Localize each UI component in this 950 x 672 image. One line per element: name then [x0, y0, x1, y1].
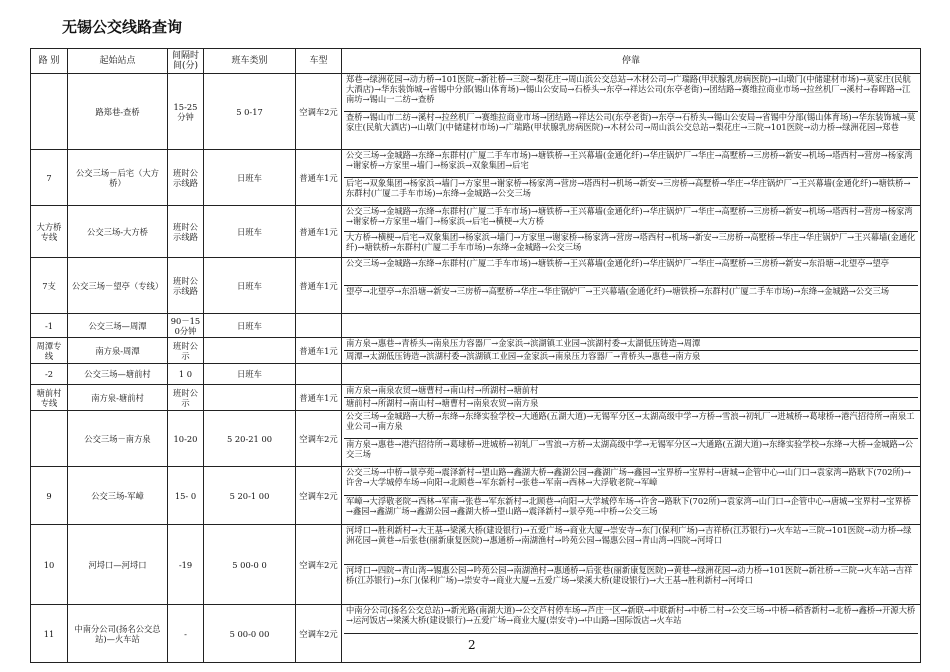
interval-cell: 班时公示线路: [168, 150, 204, 206]
table-row: [31, 525, 921, 605]
page-title: 无锡公交线路查询: [62, 18, 183, 36]
route-cell: 11: [31, 605, 68, 663]
interval-cell: -: [168, 605, 204, 663]
route-cell: 7: [31, 150, 68, 206]
stops-cell: [342, 411, 921, 467]
terminals-cell: 河埒口—河埒口: [68, 525, 168, 605]
stop-sequence: 塘前村→所湖村→南山村→塘曹村→南泉农贸→南方泉: [346, 398, 539, 408]
stop-sequence: 郑巷→绿洲花园→动力桥→101医院→新社桥→三院→梨花庄→周山浜公交总站→木材公司→广瑞路(甲状腺乳房病医院)→山墩门(中储建材市场)→莫家庄(民航大酒店)→华东装饰城→省锡中分部(锡山体育场)→锡山公安局→石桥头→东亭→祥达公司(东亭老街)→团结路→赛维拉商业市场→拉丝机厂→溪村→春晖路→江南坊→锡山一二纺→查桥: [344, 74, 918, 112]
stop-sequence: [344, 634, 918, 662]
terminals-cell: 中南分公司(扬名公交总站)—火车站: [68, 605, 168, 663]
stop-sequence: 公交三场→中桥→景亭苑→震泽新村→望山路→鑫湖大桥→鑫湖公园→鑫湖广场→鑫园→宝界桥→宝界村→唐城→企管中心→山门口→袁家湾→路耿下(702所)→许舍→大学城停车场→向阳→北顾巷→军东新村→张巷→军南→西林→大浮敬老院→军嶂: [344, 467, 918, 496]
category-cell: 日班车: [204, 150, 296, 206]
vehicle-cell: 空调车2元: [296, 411, 342, 467]
table-row: [31, 74, 921, 150]
stop-sequence: 周潭→太湖低压铸造→滨湖村委→滨湖镇工业园→金家浜→南泉压力容器厂→青桥头→惠巷→南方泉: [346, 351, 701, 361]
stops-cell: [342, 314, 921, 338]
category-cell: 5 00-0 0: [204, 525, 296, 605]
route-cell: -1: [31, 314, 68, 338]
vehicle-cell: 普通车1元: [296, 258, 342, 314]
category-cell: [204, 338, 296, 364]
stops-cell: [342, 150, 921, 206]
route-cell: 9: [31, 467, 68, 525]
stop-sequence: 中南分公司(扬名公交总站)→新光路(南湖大道)→公交芦村停车场→芦庄一区→新联→中联新村→中桥二村→公交三场→中桥→稻香新村→北桥→鑫桥→开源大桥→运河饭店→梁溪大桥(建设银行)→五爱广场→商业大厦(崇安寺)→中山路→国际饭店→火车站: [344, 605, 918, 634]
interval-cell: 班时公示线路: [168, 206, 204, 258]
stop-sequence: 查桥→锡山市二纺→溪村→拉丝机厂→赛维拉商业市场→团结路→祥达公司(东亭老街)→东亭→石桥头→锡山公安局→省锡中分部(锡山体育场)→华东装饰城→莫家庄(民航大酒店)→山墩门(中储建材市场)→广瑞路(甲状腺乳房病医院)→木材公司→周山浜公交总站→梨花庄→三院→101医院→动力桥→绿洲花园→郑巷: [346, 112, 916, 132]
header-interval: 间隔时间(分): [168, 49, 204, 74]
table-row: [31, 605, 921, 663]
route-cell: [31, 411, 68, 467]
stops-cell: [342, 605, 921, 663]
stop-sequence: 南方泉→惠巷→港汽招待所→葛埭桥→进城桥→初轧厂→雪浪→方桥→太湖高级中学→无锡军分区→大通路(五湖大道)→东绛实验学校→东绛→大桥→金城路→公交三场: [346, 439, 914, 459]
category-cell: 5 20-21 00: [204, 411, 296, 467]
header-stops: 停靠: [342, 49, 921, 74]
interval-cell: -19: [168, 525, 204, 605]
vehicle-cell: 普通车1元: [296, 385, 342, 411]
table-row: [31, 364, 921, 385]
table-row: [31, 411, 921, 467]
stops-cell: [342, 206, 921, 258]
table-row: [31, 467, 921, 525]
vehicle-cell: 普通车1元: [296, 338, 342, 364]
category-cell: 日班车: [204, 206, 296, 258]
vehicle-cell: 普通车1元: [296, 150, 342, 206]
category-cell: 5 20-1 00: [204, 467, 296, 525]
stop-sequence: 军嶂→大浮敬老院→西林→军南→张巷→军东新村→北顾巷→向阳→大学城停车场→许舍→路耿下(702所)→袁家湾→山门口→企管中心→唐城→宝界村→宝界桥→鑫园→鑫湖广场→鑫湖公园→鑫湖大桥→望山路→震泽新村→景亭苑→中桥→公交三场: [346, 496, 911, 516]
table-row: [31, 258, 921, 314]
stop-sequence: 望亭→北望亭→东沿塘→新安→三房桥→高墅桥→华庄→华庄锅炉厂→王兴幕墙(金通化纤)→塘铁桥→东群村(广厦二手车市场)→东绛→金城路→公交三场: [346, 286, 890, 296]
terminals-cell: 公交三场—塘前村: [68, 364, 168, 385]
stops-cell: [342, 385, 921, 411]
interval-cell: 班时公示: [168, 385, 204, 411]
interval-cell: 10-20: [168, 411, 204, 467]
header-category: 班车类别: [204, 49, 296, 74]
terminals-cell: 公交三场-大方桥: [68, 206, 168, 258]
terminals-cell: 公交三场－后宅（大方桥）: [68, 150, 168, 206]
table-row: [31, 150, 921, 206]
vehicle-cell: 空调车2元: [296, 74, 342, 150]
interval-cell: 90－150分钟: [168, 314, 204, 338]
category-cell: 5 00-0 00: [204, 605, 296, 663]
vehicle-cell: 普通车1元: [296, 206, 342, 258]
stop-sequence: 公交三场→金城路→东绛→东群村(广厦二手车市场)→塘铁桥→王兴幕墙(金通化纤)→华庄锅炉厂→华庄→高墅桥→三房桥→新安→机场→塔西村→营房→杨家湾→谢家桥→方家里→墙门→杨家浜→双象集团→后宅: [344, 150, 918, 178]
category-cell: 日班车: [204, 258, 296, 314]
terminals-cell: 公交三场－望亭（专线）: [68, 258, 168, 314]
stops-cell: [342, 74, 921, 150]
stop-sequence: 后宅→双象集团→杨家浜→墙门→方家里→谢家桥→杨家湾→营房→塔西村→机场→新安→三房桥→高墅桥→华庄→华庄锅炉厂→王兴幕墙(金通化纤)→塘铁桥→东群村(广厦二手车市场)→东绛→金城路→公交三场: [346, 178, 911, 198]
terminals-cell: 路郑巷-查桥: [68, 74, 168, 150]
category-cell: 5 0-17: [204, 74, 296, 150]
route-cell: 塘前村专线: [31, 385, 68, 411]
interval-cell: 班时公示: [168, 338, 204, 364]
table-row: [31, 385, 921, 411]
route-cell: [31, 74, 68, 150]
stops-cell: [342, 467, 921, 525]
route-cell: 7支: [31, 258, 68, 314]
interval-cell: 15- 0: [168, 467, 204, 525]
stop-sequence: 南方泉→南泉农贸→塘曹村→南山村→所湖村→塘前村: [344, 385, 918, 398]
stop-sequence: 河埒口→四院→青山湾→锡惠公园→吟苑公园→南湖渔村→惠通桥→后张巷(丽新康复医院)→黄巷→绿洲花园→动力桥→101医院→新社桥→三院→火车站→吉祥桥(江苏银行)→东门(保利广场)→崇安寺→商业大厦→五爱广场→梁溪大桥(建设银行)→大王基→胜利新村→河埒口: [346, 565, 913, 585]
header-terminals: 起始站点: [68, 49, 168, 74]
stop-sequence: 公交三场→金城路→东绛→东群村(广厦二手车市场)→塘铁桥→王兴幕墙(金通化纤)→华庄锅炉厂→华庄→高墅桥→三房桥→新安→东沿塘→北望亭→望亭: [344, 258, 918, 286]
interval-cell: 15-25分钟: [168, 74, 204, 150]
stops-cell: [342, 525, 921, 605]
route-cell: 周潭专线: [31, 338, 68, 364]
interval-cell: 1 0: [168, 364, 204, 385]
route-cell: 大方桥专线: [31, 206, 68, 258]
category-cell: 日班车: [204, 314, 296, 338]
terminals-cell: 公交三场-军嶂: [68, 467, 168, 525]
stop-sequence: 大方桥→横梗→后宅→双象集团→杨家浜→墙门→方家里→谢家桥→杨家湾→营房→塔西村→机场→新安→三房桥→高墅桥→华庄→华庄锅炉厂→王兴幕墙(金通化纤)→塘铁桥→东群村(广厦二手车市场)→东绛→金城路→公交三场: [346, 232, 916, 252]
table-header-row: [31, 49, 921, 74]
stop-sequence: 公交三场→金城路→大桥→东绛→东绛实验学校→大通路(五湖大道)→无锡军分区→太湖高级中学→方桥→雪浪→初轧厂→进城桥→葛埭桥→港汽招待所→南泉工业公司→南方泉: [344, 411, 918, 439]
vehicle-cell: [296, 364, 342, 385]
stops-cell: [342, 258, 921, 314]
interval-cell: 班时公示线路: [168, 258, 204, 314]
category-cell: [204, 385, 296, 411]
vehicle-cell: [296, 314, 342, 338]
stop-sequence: 公交三场→金城路→东绛→东群村(广厦二手车市场)→塘铁桥→王兴幕墙(金通化纤)→华庄锅炉厂→华庄→高墅桥→三房桥→新安→机场→塔西村→营房→杨家湾→谢家桥→方家里→墙门→杨家浜→后宅→横梗→大方桥: [344, 206, 918, 232]
category-cell: 日班车: [204, 364, 296, 385]
stops-cell: [342, 338, 921, 364]
page-number: 2: [468, 638, 476, 652]
stop-sequence: 南方泉→惠巷→青桥头→南泉压力容器厂→金家浜→滨湖镇工业园→滨湖村委→太湖低压铸造→周潭: [344, 338, 918, 351]
terminals-cell: 公交三场－南方泉: [68, 411, 168, 467]
bus-route-table: [30, 48, 921, 663]
stop-sequence: 河埒口→胜利新村→大王基→梁溪大桥(建设银行)→五爱广场→商业大厦→崇安寺→东门(保利广场)→吉祥桥(江苏银行)→火车站→三院→101医院→动力桥→绿洲花园→黄巷→后张巷(丽新康复医院)→惠通桥→南湖渔村→吟苑公园→锡惠公园→青山湾→四院→河埒口: [344, 525, 918, 565]
route-cell: 10: [31, 525, 68, 605]
table-row: [31, 338, 921, 364]
vehicle-cell: 空调车2元: [296, 605, 342, 663]
terminals-cell: 南方泉-塘前村: [68, 385, 168, 411]
vehicle-cell: 空调车2元: [296, 525, 342, 605]
vehicle-cell: 空调车2元: [296, 467, 342, 525]
terminals-cell: 南方泉-周潭: [68, 338, 168, 364]
table-row: [31, 206, 921, 258]
header-vehicle: 车型: [296, 49, 342, 74]
stops-cell: [342, 364, 921, 385]
route-cell: -2: [31, 364, 68, 385]
table-row: [31, 314, 921, 338]
header-route: 路 别: [31, 49, 68, 74]
terminals-cell: 公交三场—周潭: [68, 314, 168, 338]
